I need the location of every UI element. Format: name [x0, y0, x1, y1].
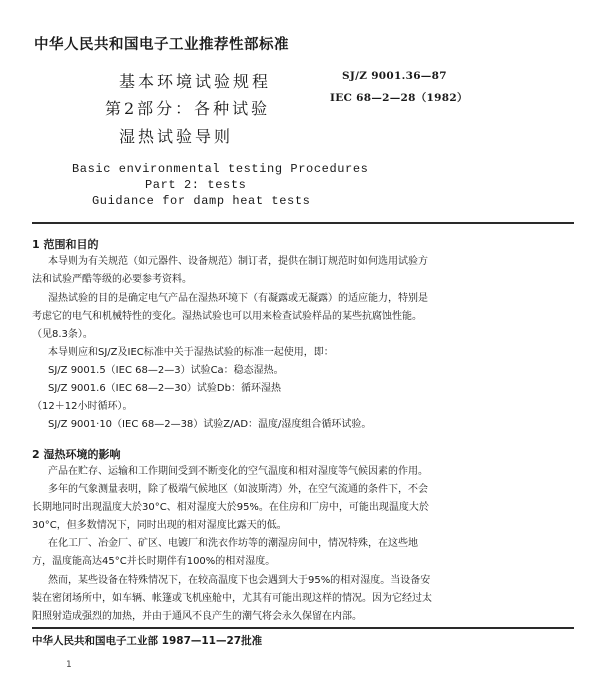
- title-divider: [32, 222, 574, 224]
- paragraph-line: 产品在贮存、运输和工作期间受到不断变化的空气温度和相对湿度等气候因素的作用。: [48, 466, 428, 477]
- paragraph-line: 本导则应和SJ/Z及IEC标准中关于湿热试验的标准一起使用，即：: [48, 347, 334, 358]
- footer-divider: [32, 627, 574, 629]
- paragraph-line: （见8.3条）。: [32, 329, 93, 340]
- paragraph-line: 阳照射造成强烈的加热，并由于通风不良产生的潮气将会永久保留在内部。: [32, 611, 362, 622]
- paragraph-line: 装在密闭场所中，如车辆、帐篷或飞机座舱中，尤其有可能出现这样的情况。因为它经过太: [32, 593, 432, 604]
- approval-line: 中华人民共和国电子工业部 1987—11—27批准: [32, 635, 263, 647]
- paragraph-line: 法和试验严酷等级的必要参考资料。: [32, 274, 192, 285]
- page-number: 1: [66, 660, 72, 670]
- paragraph-line: SJ/Z 9001·10（IEC 68—2—38）试验Z/AD：温度/湿度组合循环试验。: [48, 419, 372, 430]
- paragraph-line: 本导则为有关规范（如元器件、设备规范）制订者，提供在制订规范时如何选用试验方: [48, 256, 428, 267]
- english-title-line-3: Guidance for damp heat tests: [92, 194, 311, 208]
- title-line-1: 基本环境试验规程: [119, 72, 272, 91]
- paragraph-line: （12＋12小时循环）。: [32, 401, 133, 412]
- standard-code-iec: IEC 68—2—28（1982）: [330, 92, 468, 104]
- paragraph-line: SJ/Z 9001.6（IEC 68—2—30）试验Db：循环湿热: [48, 383, 281, 394]
- english-title-line-2: Part 2: tests: [145, 178, 247, 192]
- paragraph-line: 然而，某些设备在特殊情况下，在较高温度下也会遇到大于95%的相对湿度。当设备安: [48, 575, 431, 586]
- paragraph-line: 长期地同时出现温度大於30°C、相对湿度大於95%。在住房和厂房中，可能出现温度大於: [32, 502, 429, 513]
- paragraph-line: 30°C，但多数情况下，同时出现的相对湿度比露天的低。: [32, 520, 287, 531]
- title-line-3: 湿热试验导则: [119, 127, 234, 146]
- paragraph-line: 多年的气象测量表明，除了极端气候地区（如波斯湾）外，在空气流通的条件下，不会: [48, 484, 428, 495]
- section-2-heading: 2 湿热环境的影响: [32, 448, 121, 461]
- paragraph-line: 考虑它的电气和机械特性的变化。湿热试验也可以用来检查试验样品的某些抗腐蚀性能。: [32, 311, 422, 322]
- title-line-2: 第2部分：各种试验: [105, 99, 271, 118]
- paragraph-line: 方，温度能高达45°C并长时期伴有100%的相对湿度。: [32, 556, 276, 567]
- section-1-heading: 1 范围和目的: [32, 238, 99, 251]
- paragraph-line: 在化工厂、冶金厂、矿区、电镀厂和洗衣作坊等的潮湿房间中，情况特殊，在这些地: [48, 538, 418, 549]
- standard-header: 中华人民共和国电子工业推荐性部标准: [34, 37, 289, 53]
- english-title-line-1: Basic environmental testing Procedures: [72, 162, 369, 176]
- paragraph-line: 湿热试验的目的是确定电气产品在湿热环境下（有凝露或无凝露）的适应能力，特别是: [48, 293, 428, 304]
- standard-code-sj: SJ/Z 9001.36—87: [342, 70, 447, 82]
- paragraph-line: SJ/Z 9001.5（IEC 68—2—3）试验Ca：稳态湿热。: [48, 365, 284, 376]
